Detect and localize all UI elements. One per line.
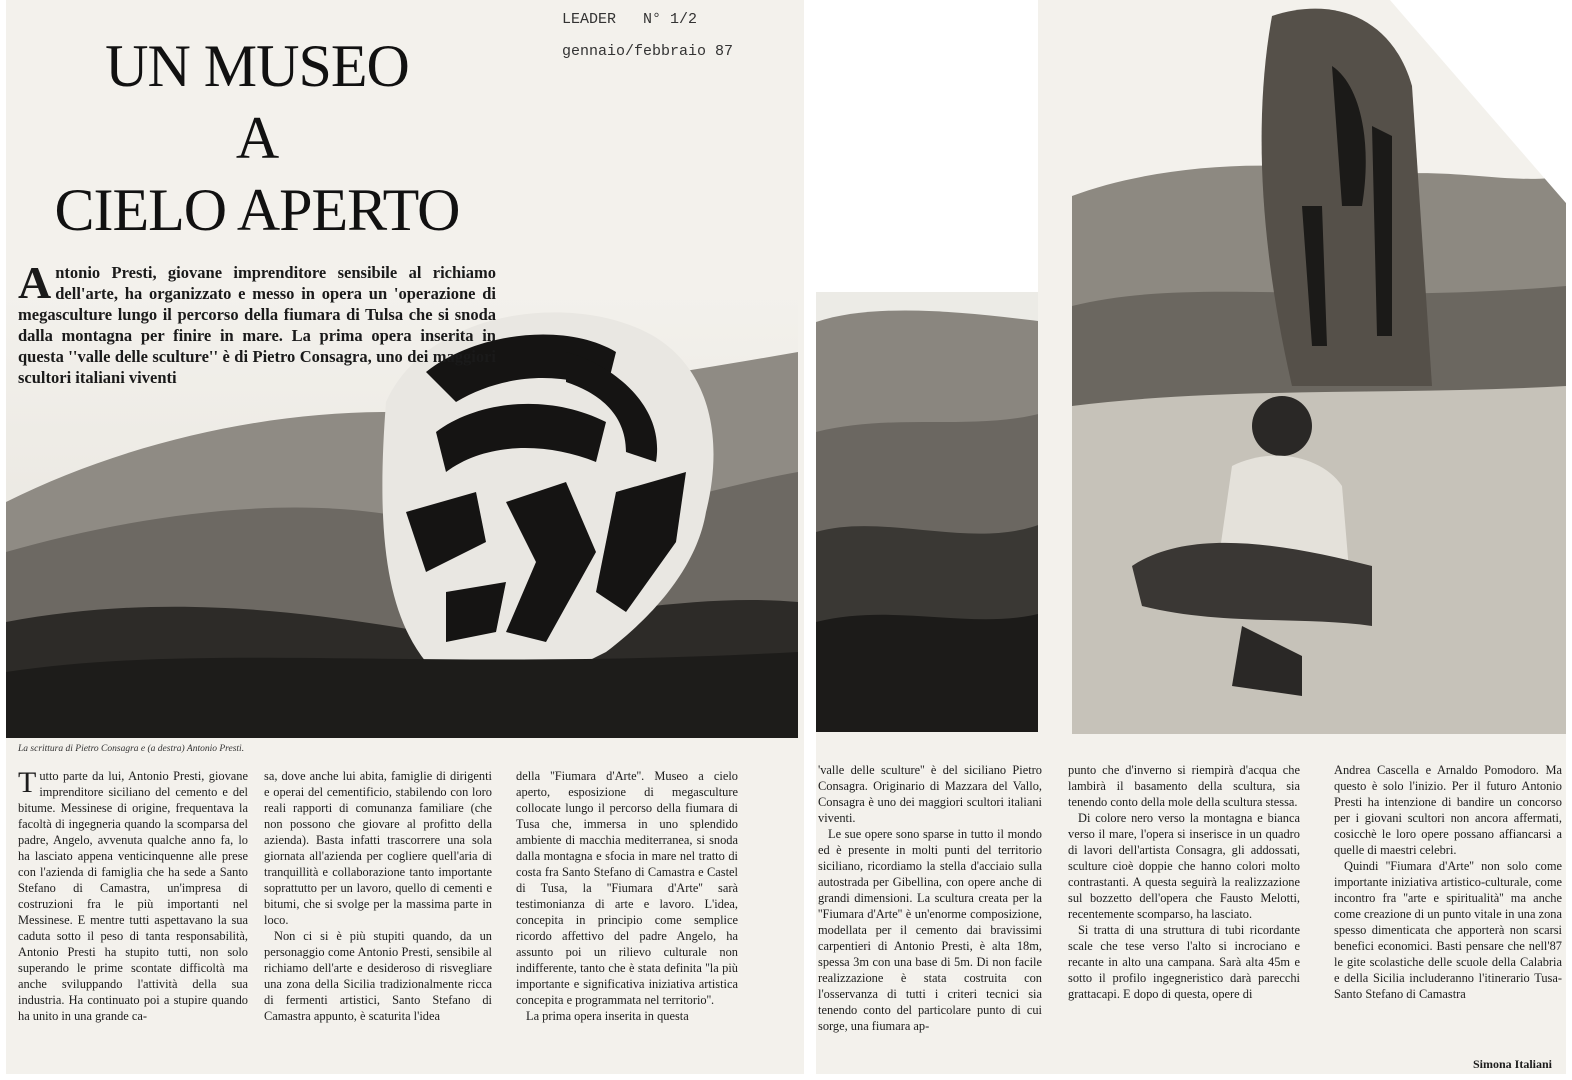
- column-5: [1068, 762, 1300, 1002]
- column-6: [1334, 762, 1562, 1070]
- column-1: [18, 768, 248, 1024]
- author-signature: Simona Italiani: [1472, 1057, 1552, 1071]
- column-1-drop-cap: T: [18, 766, 37, 799]
- column-3: [516, 768, 738, 1024]
- column-5-text-a: punto che d'inverno si riempirà d'acqua che lambirà il basamento della scultura, sia tenendo conto della mole della scultura stessa.: [1068, 763, 1300, 809]
- headline-line-2: A: [235, 105, 279, 171]
- column-1-text: utto parte da lui, Antonio Presti, giovane imprenditore siciliano del cemento e del bitume. Messinese di origine, frequentava la facoltà di ingegneria quando la scomparsa del padre, Angelo, avvenuta qualche anno fa, lo ha lasciato appena venticinquenne alle prese con l'azienda di famiglia che ha sede a Santo Stefano di Camastra, un'impresa di costruzioni fra le più importanti nel Messinese. E mentre tutti aspettavano la sua caduta sotto il peso di tanta responsabilità, Antonio Presti ha stupito tutti, non solo superando le prime scontate difficoltà ma anche sviluppando l'attività della sua industria. Ha continuato poi a stupire quando ha unito in una grande ca-: [18, 769, 248, 1023]
- issue-stamp: [562, 10, 733, 62]
- column-2-text-b: Non ci si è più stupiti quando, da un personaggio come Antonio Presti, sensibile al richiamo dell'arte e desideroso di risvegliare una zona della Sicilia tradizionalmente ricca di fermenti artistici, Santo Stefano di Camastra appunto, è scaturita l'idea: [264, 929, 492, 1023]
- landscape-photo: [816, 292, 1046, 732]
- headline-line-3: CIELO APERTO: [54, 177, 460, 243]
- issue-date: gennaio/febbraio 87: [562, 43, 734, 60]
- column-5-text-c: Si tratta di una struttura di tubi ricordante scale che tese verso l'alto si incrociano e recante in alto una campana. Sarà alta 45m e sotto il profilo ingegneristico darà parecchi grattacapi. E dopo di questa, opere di: [1068, 923, 1300, 1001]
- photo-caption: La scrittura di Pietro Consagra e (a destra) Antonio Presti.: [18, 744, 245, 754]
- column-5-text-b: Di colore nero verso la montagna e bianca verso il mare, l'opera si inserisce in un quadro di lavori dell'artista Consagra, gli addossati, sculture cioè doppie che hanno colori molto contrastanti. A questa seguirà la realizzazione sul bozzetto dell'opera che Fausto Melotti, recentemente scomparso, ha lasciato.: [1068, 811, 1300, 921]
- headline-line-1: UN MUSEO: [105, 33, 409, 99]
- column-6-text-b: Quindi ''Fiumara d'Arte'' non solo come importante iniziativa artistico-culturale, come incontro fra ''arte e spiritualità'' ma anche come creazione di un punto vitale in una zona spesso dimenticata che apporterà non scarsi benefici economici. Basti pensare che nell'87 le gite scolastiche delle scuole della Calabria e della Sicilia includeranno l'itinerario Tusa-Santo Stefano di Camastra: [1334, 859, 1562, 1001]
- column-2: [264, 768, 492, 1024]
- column-4-text-b: Le sue opere sono sparse in tutto il mondo ed è presente in molti punti del territorio siciliano, ricordiamo la stella d'acciaio sulla autostrada per Gibellina, con opere anche di grandi dimensioni. La scultura creata per la ''Fiumara d'Arte'' è un'enorme composizione, modellata per il cemento dai bravissimi carpentieri di Antonio Presti, è alta 18m, spessa 3m con una base di 5m. Di non facile realizzazione è stata costruita con l'osservanza di tutti i criteri tecnici sia tenendo conto del particolare punto di cui sorge, una fiumara ap-: [818, 827, 1042, 1033]
- column-4-text-a: 'valle delle sculture'' è del siciliano Pietro Consagra. Originario di Mazzara del Vallo, Consagra è uno dei maggiori scultori italiani viventi.: [818, 763, 1042, 825]
- column-3-text-a: della ''Fiumara d'Arte''. Museo a cielo aperto, esposizione di megasculture collocate lungo il percorso della fiumara di Tusa che, immersa in uno splendido ambiente di macchia mediterranea, si snoda dalla montagna e sfocia in mare nel tratto di costa fra Santo Stefano di Camastra e Castel di Tusa, la ''Fiumara d'Arte'' sarà testimonianza di arte e lavoro. L'idea, concepita in principio come semplice ricordo affettivo del padre Angelo, ha assunto poi un rilievo culturale non indifferente, tanto che è stata definita ''la più importante e significativa iniziativa artistica concepita e programmata nel territorio''.: [516, 769, 738, 1007]
- cut-corner: [1390, 0, 1572, 210]
- issue-number: LEADER N° 1/2: [562, 11, 698, 28]
- lead-drop-cap: A: [18, 257, 52, 308]
- lead-text: ntonio Presti, giovane imprenditore sensibile al richiamo dell'arte, ha organizzato e messo in opera un 'operazione di megasculture lungo il percorso della fiumara di Tulsa che si snoda dalla montagna per finire in mare. La prima opera inserita in questa ''valle delle sculture'' è di Pietro Consagra, uno dei maggiori scultori italiani viventi: [18, 263, 496, 387]
- column-2-text-a: sa, dove anche lui abita, famiglie di dirigenti e operai del cementificio, stabilendo con loro reali rapporti di comunanza familiare (che non possono che giovare al profitto della azienda). Basta infatti trascorrere una sola giornata all'azienda per cogliere quell'aria di tranquillità e collaborazione tanto importante soprattutto per un lavoro, quello di cementi e bitumi, che si svolge per la massima parte in loco.: [264, 769, 492, 927]
- column-3-text-b: La prima opera inserita in questa: [526, 1009, 689, 1023]
- column-4: [818, 762, 1042, 1034]
- column-6-text-a: Andrea Cascella e Arnaldo Pomodoro. Ma questo è solo l'inizio. Per il futuro Antonio Presti ha intenzione di bandire un concorso per i giovani scultori non ancora affermati, cosicchè le loro opere possano affiancarsi a quelle di maestri celebri.: [1334, 763, 1562, 857]
- lead-paragraph: [18, 257, 496, 388]
- headline: [12, 30, 502, 246]
